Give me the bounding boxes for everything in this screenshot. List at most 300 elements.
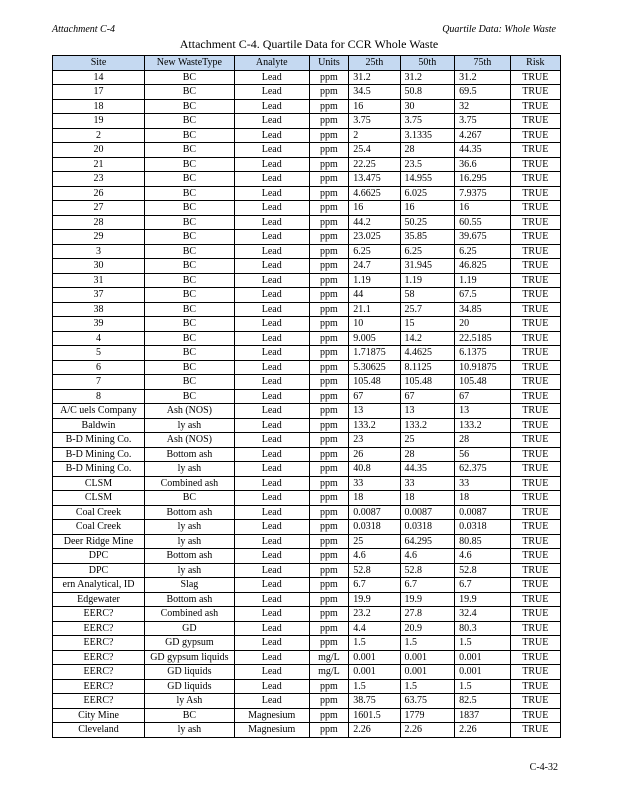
table-row: [53, 694, 561, 709]
cell-analyte: Lead: [234, 665, 309, 680]
cell-p50: 58: [400, 288, 455, 303]
cell-p75: 28: [455, 433, 511, 448]
table-row: [53, 201, 561, 216]
table-row: [53, 447, 561, 462]
cell-site: 14: [53, 70, 145, 85]
cell-units: ppm: [309, 143, 349, 158]
cell-analyte: Lead: [234, 317, 309, 332]
cell-p50: 3.1335: [400, 128, 455, 143]
cell-site: Coal Creek: [53, 520, 145, 535]
cell-p50: 6.25: [400, 244, 455, 259]
cell-units: ppm: [309, 462, 349, 477]
cell-units: ppm: [309, 360, 349, 375]
cell-p75: 44.35: [455, 143, 511, 158]
table-row: [53, 708, 561, 723]
cell-risk: TRUE: [510, 433, 560, 448]
cell-analyte: Lead: [234, 128, 309, 143]
cell-site: A/C uels Company: [53, 404, 145, 419]
table-row: [53, 520, 561, 535]
cell-p75: 31.2: [455, 70, 511, 85]
cell-p75: 1.5: [455, 679, 511, 694]
cell-waste-type: Bottom ash: [144, 549, 234, 564]
cell-site: CLSM: [53, 491, 145, 506]
cell-p50: 23.5: [400, 157, 455, 172]
cell-waste-type: BC: [144, 114, 234, 129]
cell-p50: 1.5: [400, 636, 455, 651]
cell-risk: TRUE: [510, 563, 560, 578]
cell-analyte: Lead: [234, 302, 309, 317]
cell-p25: 16: [349, 201, 400, 216]
cell-p50: 31.2: [400, 70, 455, 85]
table-row: [53, 563, 561, 578]
cell-analyte: Lead: [234, 476, 309, 491]
cell-waste-type: Combined ash: [144, 476, 234, 491]
cell-p75: 20: [455, 317, 511, 332]
cell-p50: 19.9: [400, 592, 455, 607]
cell-waste-type: BC: [144, 172, 234, 187]
cell-p25: 23.025: [349, 230, 400, 245]
cell-p50: 1779: [400, 708, 455, 723]
cell-p25: 133.2: [349, 418, 400, 433]
cell-p75: 3.75: [455, 114, 511, 129]
cell-p50: 14.2: [400, 331, 455, 346]
cell-units: ppm: [309, 418, 349, 433]
cell-p25: 105.48: [349, 375, 400, 390]
table-row: [53, 549, 561, 564]
cell-analyte: Magnesium: [234, 723, 309, 738]
cell-units: ppm: [309, 447, 349, 462]
cell-units: ppm: [309, 201, 349, 216]
cell-p25: 21.1: [349, 302, 400, 317]
table-row: [53, 491, 561, 506]
cell-risk: TRUE: [510, 85, 560, 100]
cell-risk: TRUE: [510, 128, 560, 143]
cell-p50: 13: [400, 404, 455, 419]
column-header-analyte: Analyte: [234, 56, 309, 71]
cell-p25: 25.4: [349, 143, 400, 158]
cell-waste-type: Ash (NOS): [144, 404, 234, 419]
cell-risk: TRUE: [510, 172, 560, 187]
cell-site: 8: [53, 389, 145, 404]
cell-p25: 22.25: [349, 157, 400, 172]
cell-p25: 0.0318: [349, 520, 400, 535]
page-number: C-4-32: [529, 762, 558, 773]
cell-units: ppm: [309, 636, 349, 651]
cell-units: ppm: [309, 723, 349, 738]
cell-units: ppm: [309, 70, 349, 85]
cell-p75: 105.48: [455, 375, 511, 390]
cell-waste-type: BC: [144, 288, 234, 303]
column-header-waste-type: New WasteType: [144, 56, 234, 71]
cell-site: Edgewater: [53, 592, 145, 607]
cell-p75: 1.19: [455, 273, 511, 288]
cell-site: 20: [53, 143, 145, 158]
cell-site: 17: [53, 85, 145, 100]
cell-units: ppm: [309, 259, 349, 274]
cell-p25: 1.19: [349, 273, 400, 288]
cell-analyte: Lead: [234, 404, 309, 419]
table-row: [53, 85, 561, 100]
cell-risk: TRUE: [510, 375, 560, 390]
cell-analyte: Lead: [234, 157, 309, 172]
cell-units: ppm: [309, 186, 349, 201]
cell-p75: 39.675: [455, 230, 511, 245]
cell-analyte: Lead: [234, 607, 309, 622]
cell-site: EERC?: [53, 621, 145, 636]
cell-p75: 80.3: [455, 621, 511, 636]
cell-p50: 3.75: [400, 114, 455, 129]
cell-units: ppm: [309, 520, 349, 535]
table-header-row: [53, 56, 561, 71]
cell-waste-type: GD gypsum: [144, 636, 234, 651]
cell-analyte: Lead: [234, 621, 309, 636]
cell-analyte: Lead: [234, 259, 309, 274]
table-row: [53, 636, 561, 651]
cell-p25: 26: [349, 447, 400, 462]
cell-risk: TRUE: [510, 244, 560, 259]
cell-units: ppm: [309, 172, 349, 187]
column-header-site: Site: [53, 56, 145, 71]
cell-units: ppm: [309, 404, 349, 419]
cell-analyte: Lead: [234, 346, 309, 361]
cell-p50: 15: [400, 317, 455, 332]
table-row: [53, 157, 561, 172]
cell-p50: 63.75: [400, 694, 455, 709]
cell-analyte: Lead: [234, 549, 309, 564]
cell-p75: 69.5: [455, 85, 511, 100]
cell-risk: TRUE: [510, 578, 560, 593]
cell-units: ppm: [309, 578, 349, 593]
cell-waste-type: BC: [144, 128, 234, 143]
cell-risk: TRUE: [510, 520, 560, 535]
cell-waste-type: BC: [144, 346, 234, 361]
cell-p75: 18: [455, 491, 511, 506]
cell-p50: 27.8: [400, 607, 455, 622]
cell-risk: TRUE: [510, 273, 560, 288]
cell-p25: 24.7: [349, 259, 400, 274]
cell-p50: 30: [400, 99, 455, 114]
cell-units: ppm: [309, 128, 349, 143]
cell-site: 39: [53, 317, 145, 332]
table-row: [53, 476, 561, 491]
cell-p50: 133.2: [400, 418, 455, 433]
cell-analyte: Lead: [234, 288, 309, 303]
cell-risk: TRUE: [510, 230, 560, 245]
cell-p75: 67.5: [455, 288, 511, 303]
cell-risk: TRUE: [510, 607, 560, 622]
table-row: [53, 128, 561, 143]
cell-site: 21: [53, 157, 145, 172]
cell-units: ppm: [309, 375, 349, 390]
cell-risk: TRUE: [510, 723, 560, 738]
cell-p50: 64.295: [400, 534, 455, 549]
cell-units: ppm: [309, 215, 349, 230]
table-row: [53, 723, 561, 738]
cell-site: B-D Mining Co.: [53, 447, 145, 462]
cell-p25: 6.7: [349, 578, 400, 593]
cell-site: CLSM: [53, 476, 145, 491]
cell-units: ppm: [309, 679, 349, 694]
cell-p75: 60.55: [455, 215, 511, 230]
cell-waste-type: ly ash: [144, 563, 234, 578]
cell-units: ppm: [309, 534, 349, 549]
quartile-data-table: [52, 55, 561, 738]
cell-units: ppm: [309, 592, 349, 607]
table-row: [53, 650, 561, 665]
cell-p75: 36.6: [455, 157, 511, 172]
cell-p25: 10: [349, 317, 400, 332]
cell-p50: 14.955: [400, 172, 455, 187]
cell-analyte: Lead: [234, 360, 309, 375]
cell-p75: 6.7: [455, 578, 511, 593]
cell-site: 23: [53, 172, 145, 187]
cell-waste-type: BC: [144, 143, 234, 158]
cell-units: ppm: [309, 244, 349, 259]
table-row: [53, 215, 561, 230]
cell-p50: 16: [400, 201, 455, 216]
cell-p50: 20.9: [400, 621, 455, 636]
cell-p50: 105.48: [400, 375, 455, 390]
cell-risk: TRUE: [510, 302, 560, 317]
cell-p25: 3.75: [349, 114, 400, 129]
table-row: [53, 99, 561, 114]
cell-p75: 1837: [455, 708, 511, 723]
cell-site: EERC?: [53, 650, 145, 665]
cell-site: EERC?: [53, 665, 145, 680]
cell-waste-type: BC: [144, 708, 234, 723]
cell-site: 18: [53, 99, 145, 114]
column-header-risk: Risk: [510, 56, 560, 71]
cell-risk: TRUE: [510, 679, 560, 694]
cell-p25: 13: [349, 404, 400, 419]
cell-p50: 6.025: [400, 186, 455, 201]
cell-risk: TRUE: [510, 157, 560, 172]
cell-p25: 1.5: [349, 636, 400, 651]
cell-analyte: Lead: [234, 172, 309, 187]
cell-p25: 0.001: [349, 665, 400, 680]
cell-waste-type: GD gypsum liquids: [144, 650, 234, 665]
cell-p75: 0.0087: [455, 505, 511, 520]
cell-p50: 2.26: [400, 723, 455, 738]
cell-analyte: Magnesium: [234, 708, 309, 723]
cell-analyte: Lead: [234, 636, 309, 651]
cell-units: ppm: [309, 708, 349, 723]
table-row: [53, 578, 561, 593]
table-row: [53, 418, 561, 433]
cell-site: EERC?: [53, 607, 145, 622]
cell-waste-type: BC: [144, 273, 234, 288]
cell-units: ppm: [309, 549, 349, 564]
cell-p25: 4.4: [349, 621, 400, 636]
cell-waste-type: ly ash: [144, 462, 234, 477]
cell-p75: 2.26: [455, 723, 511, 738]
cell-site: B-D Mining Co.: [53, 462, 145, 477]
cell-p25: 44: [349, 288, 400, 303]
cell-p25: 16: [349, 99, 400, 114]
cell-units: ppm: [309, 491, 349, 506]
cell-units: mg/L: [309, 650, 349, 665]
cell-p50: 44.35: [400, 462, 455, 477]
cell-p50: 6.7: [400, 578, 455, 593]
cell-site: 29: [53, 230, 145, 245]
cell-units: ppm: [309, 607, 349, 622]
cell-waste-type: GD: [144, 621, 234, 636]
cell-waste-type: Bottom ash: [144, 592, 234, 607]
cell-site: 7: [53, 375, 145, 390]
cell-units: ppm: [309, 114, 349, 129]
cell-p25: 40.8: [349, 462, 400, 477]
cell-p50: 0.001: [400, 650, 455, 665]
cell-p50: 52.8: [400, 563, 455, 578]
cell-waste-type: ly ash: [144, 520, 234, 535]
table-row: [53, 244, 561, 259]
cell-p50: 4.4625: [400, 346, 455, 361]
header-section-label: Quartile Data: Whole Waste: [442, 24, 556, 35]
table-title: Attachment C-4. Quartile Data for CCR Whole Waste: [179, 37, 439, 51]
cell-analyte: Lead: [234, 433, 309, 448]
cell-waste-type: BC: [144, 99, 234, 114]
cell-p50: 28: [400, 143, 455, 158]
table-row: [53, 259, 561, 274]
cell-waste-type: Bottom ash: [144, 447, 234, 462]
cell-units: ppm: [309, 273, 349, 288]
cell-p75: 67: [455, 389, 511, 404]
cell-risk: TRUE: [510, 621, 560, 636]
cell-analyte: Lead: [234, 679, 309, 694]
cell-p50: 31.945: [400, 259, 455, 274]
cell-waste-type: BC: [144, 244, 234, 259]
cell-p25: 31.2: [349, 70, 400, 85]
cell-p50: 1.19: [400, 273, 455, 288]
cell-p25: 19.9: [349, 592, 400, 607]
cell-analyte: Lead: [234, 563, 309, 578]
cell-p25: 38.75: [349, 694, 400, 709]
cell-site: 37: [53, 288, 145, 303]
cell-p50: 35.85: [400, 230, 455, 245]
cell-analyte: Lead: [234, 375, 309, 390]
cell-p75: 10.91875: [455, 360, 511, 375]
cell-risk: TRUE: [510, 418, 560, 433]
cell-risk: TRUE: [510, 462, 560, 477]
cell-site: EERC?: [53, 679, 145, 694]
cell-waste-type: BC: [144, 491, 234, 506]
table-row: [53, 621, 561, 636]
cell-p75: 46.825: [455, 259, 511, 274]
cell-p75: 0.0318: [455, 520, 511, 535]
cell-risk: TRUE: [510, 143, 560, 158]
cell-p75: 6.1375: [455, 346, 511, 361]
cell-units: ppm: [309, 694, 349, 709]
cell-p75: 4.6: [455, 549, 511, 564]
cell-risk: TRUE: [510, 186, 560, 201]
cell-risk: TRUE: [510, 346, 560, 361]
cell-p50: 0.0318: [400, 520, 455, 535]
table-row: [53, 433, 561, 448]
cell-analyte: Lead: [234, 201, 309, 216]
cell-p50: 33: [400, 476, 455, 491]
cell-p50: 0.0087: [400, 505, 455, 520]
cell-p50: 25.7: [400, 302, 455, 317]
cell-p25: 6.25: [349, 244, 400, 259]
cell-units: ppm: [309, 389, 349, 404]
cell-site: 26: [53, 186, 145, 201]
cell-p75: 32: [455, 99, 511, 114]
cell-p25: 2.26: [349, 723, 400, 738]
table-row: [53, 375, 561, 390]
cell-waste-type: ly ash: [144, 534, 234, 549]
cell-p25: 1.71875: [349, 346, 400, 361]
cell-waste-type: BC: [144, 230, 234, 245]
cell-p75: 16: [455, 201, 511, 216]
cell-analyte: Lead: [234, 331, 309, 346]
cell-risk: TRUE: [510, 404, 560, 419]
cell-site: ern Analytical, ID: [53, 578, 145, 593]
cell-analyte: Lead: [234, 694, 309, 709]
cell-p50: 0.001: [400, 665, 455, 680]
cell-p75: 56: [455, 447, 511, 462]
cell-waste-type: BC: [144, 70, 234, 85]
cell-site: 28: [53, 215, 145, 230]
table-row: [53, 186, 561, 201]
cell-waste-type: Combined ash: [144, 607, 234, 622]
header-attachment-label: Attachment C-4: [52, 24, 116, 35]
cell-site: 38: [53, 302, 145, 317]
cell-risk: TRUE: [510, 650, 560, 665]
cell-analyte: Lead: [234, 85, 309, 100]
cell-units: ppm: [309, 563, 349, 578]
cell-p75: 33: [455, 476, 511, 491]
cell-p75: 4.267: [455, 128, 511, 143]
cell-p75: 52.8: [455, 563, 511, 578]
cell-waste-type: BC: [144, 259, 234, 274]
table-row: [53, 505, 561, 520]
table-row: [53, 172, 561, 187]
cell-site: EERC?: [53, 694, 145, 709]
cell-units: ppm: [309, 331, 349, 346]
cell-analyte: Lead: [234, 244, 309, 259]
cell-analyte: Lead: [234, 186, 309, 201]
column-header-p25: 25th: [349, 56, 400, 71]
cell-risk: TRUE: [510, 694, 560, 709]
cell-p50: 50.8: [400, 85, 455, 100]
cell-risk: TRUE: [510, 215, 560, 230]
cell-waste-type: BC: [144, 331, 234, 346]
table-row: [53, 360, 561, 375]
cell-risk: TRUE: [510, 636, 560, 651]
cell-risk: TRUE: [510, 70, 560, 85]
table-row: [53, 607, 561, 622]
table-row: [53, 114, 561, 129]
cell-analyte: Lead: [234, 230, 309, 245]
cell-waste-type: BC: [144, 186, 234, 201]
table-row: [53, 331, 561, 346]
cell-site: 19: [53, 114, 145, 129]
cell-site: B-D Mining Co.: [53, 433, 145, 448]
cell-waste-type: GD liquids: [144, 679, 234, 694]
cell-risk: TRUE: [510, 592, 560, 607]
table-row: [53, 404, 561, 419]
cell-risk: TRUE: [510, 389, 560, 404]
cell-analyte: Lead: [234, 273, 309, 288]
cell-p75: 19.9: [455, 592, 511, 607]
cell-risk: TRUE: [510, 708, 560, 723]
cell-p25: 1601.5: [349, 708, 400, 723]
table-row: [53, 592, 561, 607]
table-row: [53, 346, 561, 361]
cell-risk: TRUE: [510, 549, 560, 564]
table-row: [53, 462, 561, 477]
cell-waste-type: Bottom ash: [144, 505, 234, 520]
